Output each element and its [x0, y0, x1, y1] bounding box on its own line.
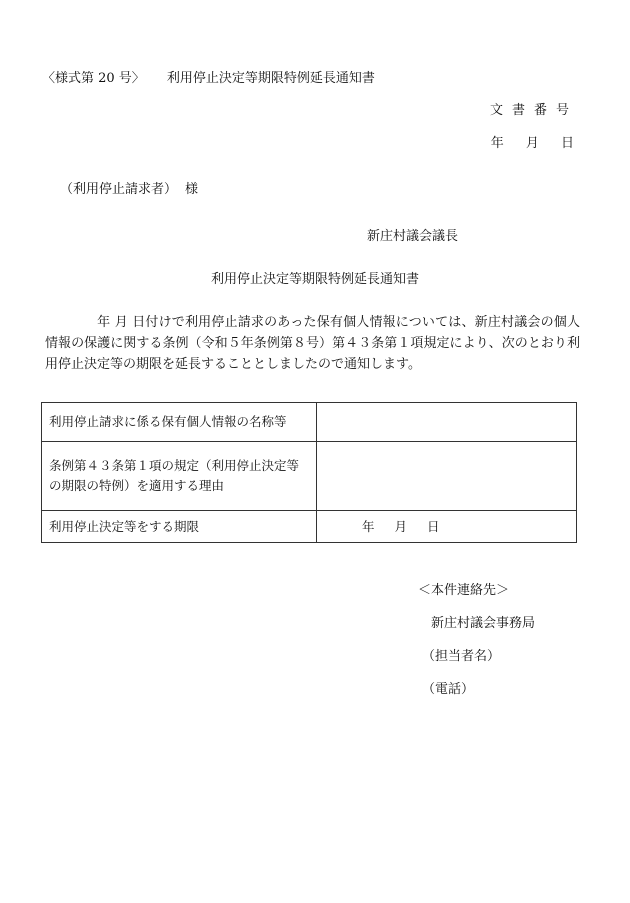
- form-number: 〈様式第 20 号〉: [42, 71, 145, 86]
- table-label-cell: 利用停止請求に係る保有個人情報の名称等: [42, 403, 317, 442]
- document-date-label: 年 月 日: [490, 136, 574, 151]
- sender: 新庄村議会議長: [367, 229, 459, 244]
- contact-phone: （電話）: [422, 682, 475, 697]
- addressee-honorific: 様: [185, 182, 199, 197]
- document-title: 利用停止決定等期限特例延長通知書: [210, 272, 419, 287]
- table-row: [42, 511, 577, 543]
- table-label-cell: 条例第４３条第１項の規定（利用停止決定等の期限の特例）を適用する理由: [42, 442, 317, 511]
- table-row: [42, 403, 577, 442]
- table-label-cell: 利用停止決定等をする期限: [42, 511, 317, 543]
- body-paragraph: [45, 312, 580, 375]
- form-header: [42, 72, 375, 85]
- contact-heading: ＜本件連絡先＞: [418, 583, 510, 598]
- table-value-cell: [317, 403, 577, 442]
- document-number-label: 文書番号: [489, 103, 578, 118]
- table-value-cell: [317, 442, 577, 511]
- addressee-line: [60, 183, 198, 196]
- addressee: （利用停止請求者）: [60, 182, 178, 197]
- body-text: 年 月 日付けで利用停止請求のあった保有個人情報については、新庄村議会の個人情報の保護に関する条例（令和５年条例第８号）第４３条第１項規定により、次のとおり利用停止決定等の期限を延長することとしましたので通知します。: [45, 315, 580, 372]
- deadline-value-cell: 年 月 日: [317, 511, 577, 543]
- info-table: [41, 402, 577, 543]
- form-title: 利用停止決定等期限特例延長通知書: [166, 71, 375, 86]
- contact-person: （担当者名）: [422, 649, 501, 664]
- contact-office: 新庄村議会事務局: [431, 616, 536, 631]
- table-row: [42, 442, 577, 511]
